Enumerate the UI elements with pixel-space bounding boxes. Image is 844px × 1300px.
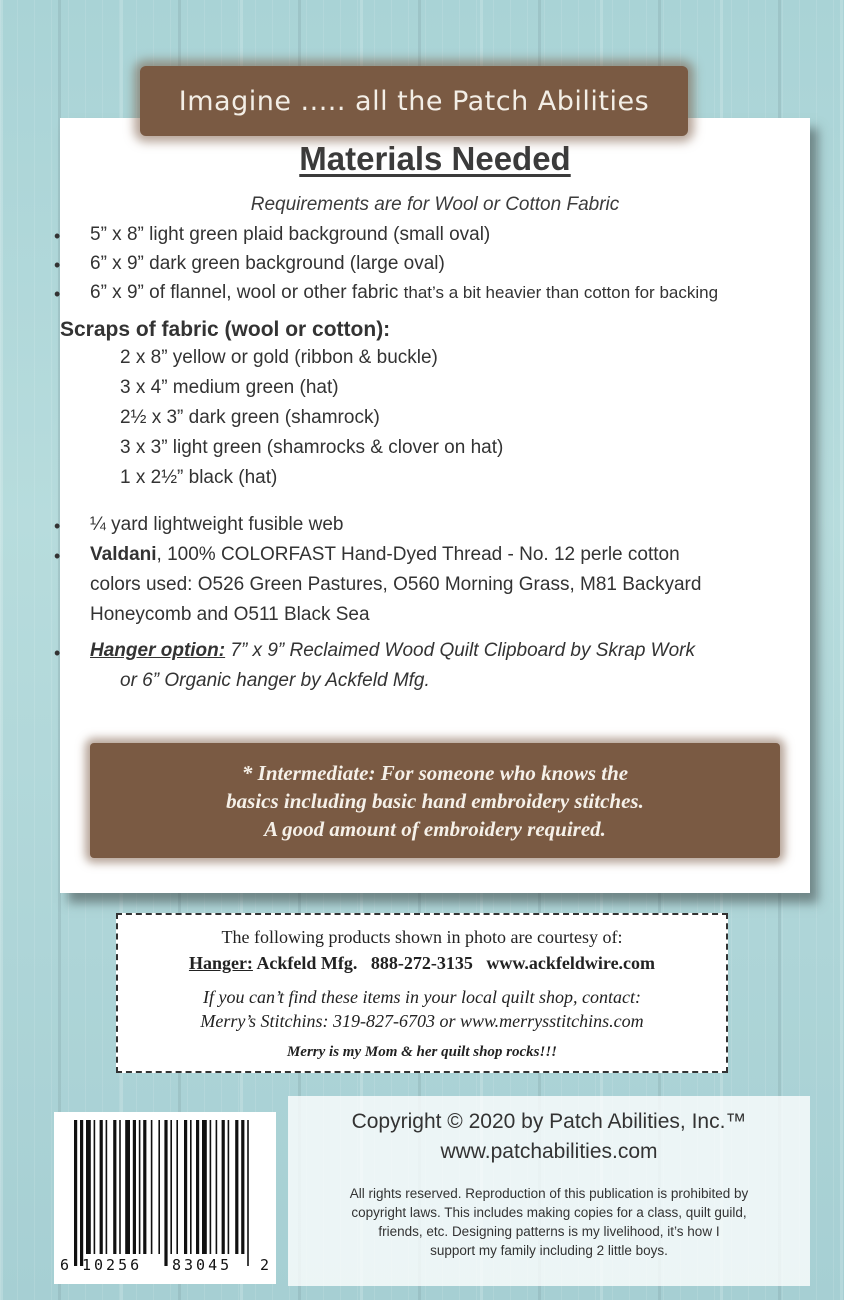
barcode-bar [241, 1120, 244, 1254]
bullet-icon: • [54, 516, 61, 536]
hanger-option [90, 640, 695, 662]
bullet-icon: • [54, 255, 61, 275]
barcode-group-right: 83045 [172, 1256, 233, 1274]
item-text-small: that’s a bit heavier than cotton for backing [403, 283, 719, 302]
bullet-icon: • [54, 546, 61, 566]
barcode-bar [158, 1120, 160, 1254]
barcode-bar [228, 1120, 230, 1254]
barcode-bar [170, 1120, 172, 1254]
valdani-text: , 100% COLORFAST Hand-Dyed Thread - No. 12 perle cotton [156, 544, 680, 565]
list-item [90, 544, 680, 566]
list-item: 3 x 3” light green (shamrocks & clover on hat) [120, 437, 504, 458]
barcode-bar [80, 1120, 83, 1266]
barcode-bar [143, 1120, 146, 1254]
list-item [90, 282, 718, 304]
skill-line: * Intermediate: For someone who knows the [241, 760, 629, 785]
list-item: 1 x 2½” black (hat) [120, 467, 278, 488]
courtesy-hanger-text: Ackfeld Mfg. 888-272-3135 www.ackfeldwire.com [256, 953, 656, 973]
barcode-bar [210, 1120, 212, 1254]
barcode-digit-right: 2 [260, 1256, 270, 1274]
barcode-bar [125, 1120, 130, 1254]
valdani-colors: colors used: O526 Green Pastures, O560 Morning Grass, M81 Backyard [90, 574, 702, 595]
scraps-heading: Scraps of fabric (wool or cotton): [60, 318, 391, 341]
courtesy-box [116, 913, 728, 1073]
materials-subtitle: Requirements are for Wool or Cotton Fabric [250, 194, 620, 215]
list-item: 5” x 8” light green plaid background (small oval) [90, 224, 491, 245]
hanger-option-text: 7” x 9” Reclaimed Wood Quilt Clipboard by Skrap Work [225, 640, 695, 661]
list-item: 2 x 8” yellow or gold (ribbon & buckle) [120, 347, 438, 368]
barcode [54, 1112, 276, 1284]
skill-line: A good amount of embroidery required. [264, 816, 606, 841]
list-item: ¼ yard lightweight fusible web [90, 514, 344, 535]
valdani-colors-cont: Honeycomb and O511 Black Sea [90, 604, 370, 625]
bullet-icon: • [54, 226, 61, 246]
copyright-panel [288, 1096, 810, 1286]
rights-line: support my family including 2 little boys. [430, 1243, 668, 1258]
courtesy-heading: The following products shown in photo are courtesy of: [221, 927, 623, 947]
rights-line: friends, etc. Designing patterns is my livelihood, it’s how I [378, 1224, 720, 1239]
skill-line: basics including basic hand embroidery stitches. [226, 788, 644, 813]
courtesy-note: Merry is my Mom & her quilt shop rocks!!! [286, 1044, 558, 1060]
bullet-icon: • [54, 643, 61, 663]
barcode-bar [184, 1120, 187, 1254]
materials-card [54, 118, 810, 893]
courtesy-hanger-label: Hanger: [188, 953, 253, 973]
barcode-bar [106, 1120, 108, 1254]
barcode-bar [190, 1120, 192, 1254]
rights-line: All rights reserved. Reproduction of this publication is prohibited by [349, 1186, 749, 1201]
courtesy-contact: If you can’t find these items in your local quilt shop, contact: [203, 987, 641, 1007]
list-item: 3 x 4” medium green (hat) [120, 377, 339, 398]
barcode-bar [119, 1120, 121, 1254]
list-item: 2½ x 3” dark green (shamrock) [120, 407, 380, 428]
hanger-option-alt: or 6” Organic hanger by Ackfeld Mfg. [120, 670, 430, 691]
barcode-bar [100, 1120, 103, 1254]
barcode-bar [133, 1120, 136, 1254]
barcode-bar [94, 1120, 96, 1254]
valdani-brand: Valdani [90, 544, 157, 565]
materials-title: Materials Needed [299, 140, 571, 177]
barcode-bar [176, 1120, 178, 1254]
barcode-group-left: 10256 [82, 1256, 143, 1274]
barcode-digit-left: 6 [60, 1256, 70, 1274]
website-link: www.patchabilities.com [440, 1140, 658, 1163]
bullet-icon: • [54, 284, 61, 304]
courtesy-shop: Merry’s Stitchins: 319-827-6703 or www.merrysstitchins.com [200, 1011, 644, 1031]
hanger-option-label: Hanger option: [90, 640, 226, 661]
barcode-bar [216, 1120, 218, 1254]
courtesy-hanger [118, 953, 726, 974]
barcode-bar [196, 1120, 199, 1254]
barcode-bar [74, 1120, 77, 1266]
barcode-bar [86, 1120, 91, 1254]
skill-level-box [90, 743, 780, 858]
banner-text: Imagine ..... all the Patch Abilities [178, 85, 650, 117]
copyright-line: Copyright © 2020 by Patch Abilities, Inc.™ [351, 1110, 747, 1133]
barcode-bar [235, 1120, 238, 1254]
barcode-bar [139, 1120, 141, 1254]
barcode-bar [164, 1120, 167, 1266]
barcode-bar [151, 1120, 153, 1254]
header-banner [140, 66, 688, 136]
barcode-bar [113, 1120, 116, 1254]
item-text: 6” x 9” of flannel, wool or other fabric [90, 282, 399, 303]
barcode-bar [202, 1120, 207, 1254]
barcode-bar [222, 1120, 225, 1254]
rights-line: copyright laws. This includes making copies for a class, quilt guild, [351, 1205, 747, 1220]
barcode-bar [247, 1120, 249, 1266]
list-item: 6” x 9” dark green background (large oval) [90, 253, 445, 274]
